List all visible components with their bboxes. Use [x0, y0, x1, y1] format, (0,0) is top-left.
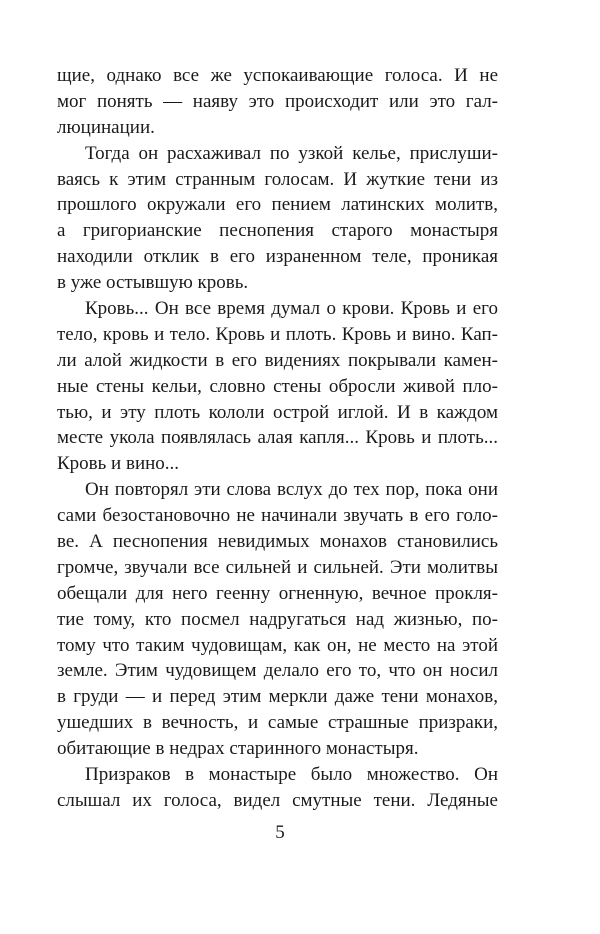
text-line: Призраков в монастыре было множество. Он [85, 764, 498, 786]
text-line: ве. А песнопения невидимых монахов становились [57, 531, 498, 553]
text-line: сами безостановочно не начинали звучать в его голо- [57, 505, 498, 527]
paragraph-4 [57, 477, 498, 762]
text-line: обещали для него геенну огненную, вечное прокля- [57, 582, 498, 604]
text-line: слышал их голоса, видел смутные тени. Ледяные [57, 789, 498, 811]
text-line: ваясь к этим странным голосам. И жуткие тени из [57, 168, 498, 190]
text-line: земле. Этим чудовищем делало его то, что он носил [57, 660, 498, 682]
text-line: в уже остывшую кровь. [57, 272, 249, 294]
text-line: а григорианские песнопения старого монастыря [57, 220, 498, 242]
paragraph-1 [57, 63, 498, 141]
text-line: Тогда он расхаживал по узкой келье, прислуши- [85, 142, 498, 164]
text-line: Он повторял эти слова вслух до тех пор, пока они [85, 479, 498, 501]
text-line: тью, и эту плоть кололи острой иглой. И в каждом [57, 401, 498, 423]
text-line: обитающие в недрах старинного монастыря. [57, 738, 419, 760]
page-number [0, 822, 600, 844]
text-line: ные стены кельи, словно стены обросли живой пло- [57, 375, 498, 397]
text-line: прошлого окружали его пением латинских молитв, [57, 194, 498, 216]
text-line: Кровь и вино... [57, 453, 180, 475]
text-line: тие тому, кто посмел надругаться над жизнью, по- [57, 608, 498, 630]
text-line: щие, однако все же успокаивающие голоса. И не [57, 65, 498, 86]
body-text [57, 63, 498, 814]
text-line: ли алой жидкости в его видениях покрывали камен- [57, 349, 498, 371]
text-line: тому что таким чудовищам, как он, не место на этой [57, 634, 498, 656]
paragraph-5 [57, 762, 498, 814]
text-line: тело, кровь и тело. Кровь и плоть. Кровь и вино. Кап- [57, 323, 498, 345]
text-line: мог понять — наяву это происходит или это гал- [57, 90, 498, 112]
text-line: месте укола появлялась алая капля... Кровь и плоть... [57, 427, 498, 449]
text-line: в груди — и перед этим меркли даже тени монахов, [57, 686, 498, 708]
text-line: Кровь... Он все время думал о крови. Кровь и его [85, 298, 498, 320]
text-line: ушедших в вечность, и самые страшные призраки, [57, 712, 498, 734]
text-line: находили отклик в его израненном теле, проникая [57, 246, 498, 268]
paragraph-2 [57, 141, 498, 296]
page-number-value: 5 [275, 822, 285, 843]
paragraph-3 [57, 296, 498, 477]
text-line: люцинации. [57, 116, 155, 138]
text-line: громче, звучали все сильней и сильней. Эти молитвы [57, 556, 498, 578]
